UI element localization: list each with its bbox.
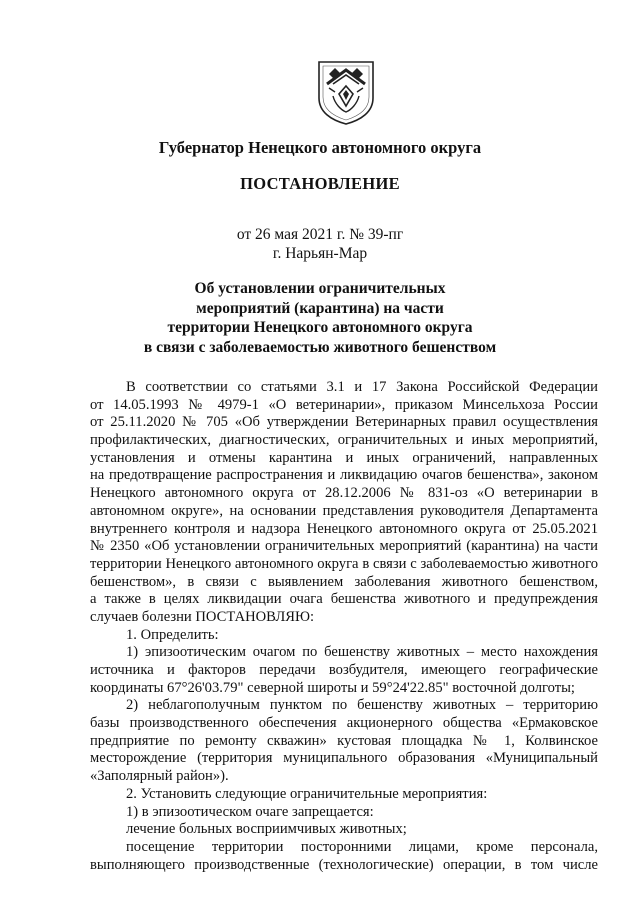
body-line: 1. Определить: (126, 626, 219, 643)
body-line: случаев болезни ПОСТАНОВЛЯЮ: (90, 608, 315, 625)
subject-line: территории Ненецкого автономного округа (167, 319, 473, 336)
body-line: базы производственного обеспечения акционерного общества «Ермаковское (90, 715, 598, 732)
body-line: В соответствии со статьями 3.1 и 17 Закона Российской Федерации (126, 379, 598, 395)
subject-line: мероприятий (карантина) на части (196, 299, 444, 317)
city: г. Нарьян-Мар (272, 245, 368, 262)
date-number: от 26 мая 2021 г. № 39-пг (236, 226, 404, 243)
body-line: автономном округе», на основании представления руководителя Департамента (90, 502, 598, 519)
body-line: 1) в эпизоотическом очаге запрещается: (126, 803, 374, 820)
document-body (90, 379, 598, 874)
body-line: «Заполярный район»). (90, 768, 229, 785)
body-line: 2) неблагополучным пунктом по бешенству животных – территорию (126, 697, 598, 714)
body-line: посещение территории посторонними лицами, кроме персонала, (126, 838, 598, 855)
coat-of-arms-icon (313, 58, 379, 126)
body-line: установления и отмены карантина и иных ограничений, направленных (90, 449, 598, 466)
body-line: месторождение (территория муниципального образования «Муниципальный (90, 750, 598, 767)
body-line: 2. Установить следующие ограничительные мероприятия: (126, 785, 488, 802)
body-line: внутреннего контроля и надзора Ненецкого автономного округа от 25.05.2021 (90, 520, 598, 537)
body-line: бешенством», в связи с выявлением заболевания животного бешенством, (90, 573, 598, 590)
authority-title: Губернатор Ненецкого автономного округа (158, 138, 482, 157)
body-line: предприятие по ремонту скважин» кустовая площадка № 1, Колвинское (90, 732, 598, 749)
body-line: Ненецкого автономного округа от 28.12.2006 № 831-оз «О ветеринарии в (90, 485, 598, 502)
body-line: № 2350 «Об установлении ограничительных мероприятий (карантина) на части (90, 538, 598, 555)
body-line: лечение больных восприимчивых животных; (126, 821, 407, 838)
subject-line: в связи с заболеваемостью животного бешенством (143, 338, 497, 356)
body-line: от 25.11.2020 № 705 «Об утверждении Ветеринарных правил осуществления (90, 414, 598, 431)
body-line: от 14.05.1993 № 4979-1 «О ветеринарии», приказом Минсельхоза России (90, 396, 598, 413)
body-line: координаты 67°26'03.79" северной широты и 59°24'22.85" восточной долготы; (90, 679, 575, 696)
body-line: территории Ненецкого автономного округа в связи с заболеваемостью животного (90, 555, 598, 572)
body-line: на предотвращение распространения и ликвидацию очагов бешенства», законом (90, 467, 598, 484)
document-subject (0, 279, 640, 357)
body-line: профилактических, диагностических, ограничительных и иных мероприятий, (90, 432, 598, 449)
body-line: выполняющего производственные (технологические) операции, в том числе (90, 856, 598, 873)
document-type: ПОСТАНОВЛЕНИЕ (240, 174, 400, 193)
body-line: 1) эпизоотическим очагом по бешенству животных – место нахождения (126, 644, 598, 661)
body-line: источника и факторов передачи возбудителя, имеющего географические (90, 662, 598, 678)
subject-line: Об установлении ограничительных (194, 280, 446, 297)
body-line: а также в целях ликвидации очага бешенства животного и предупреждения (90, 591, 598, 608)
